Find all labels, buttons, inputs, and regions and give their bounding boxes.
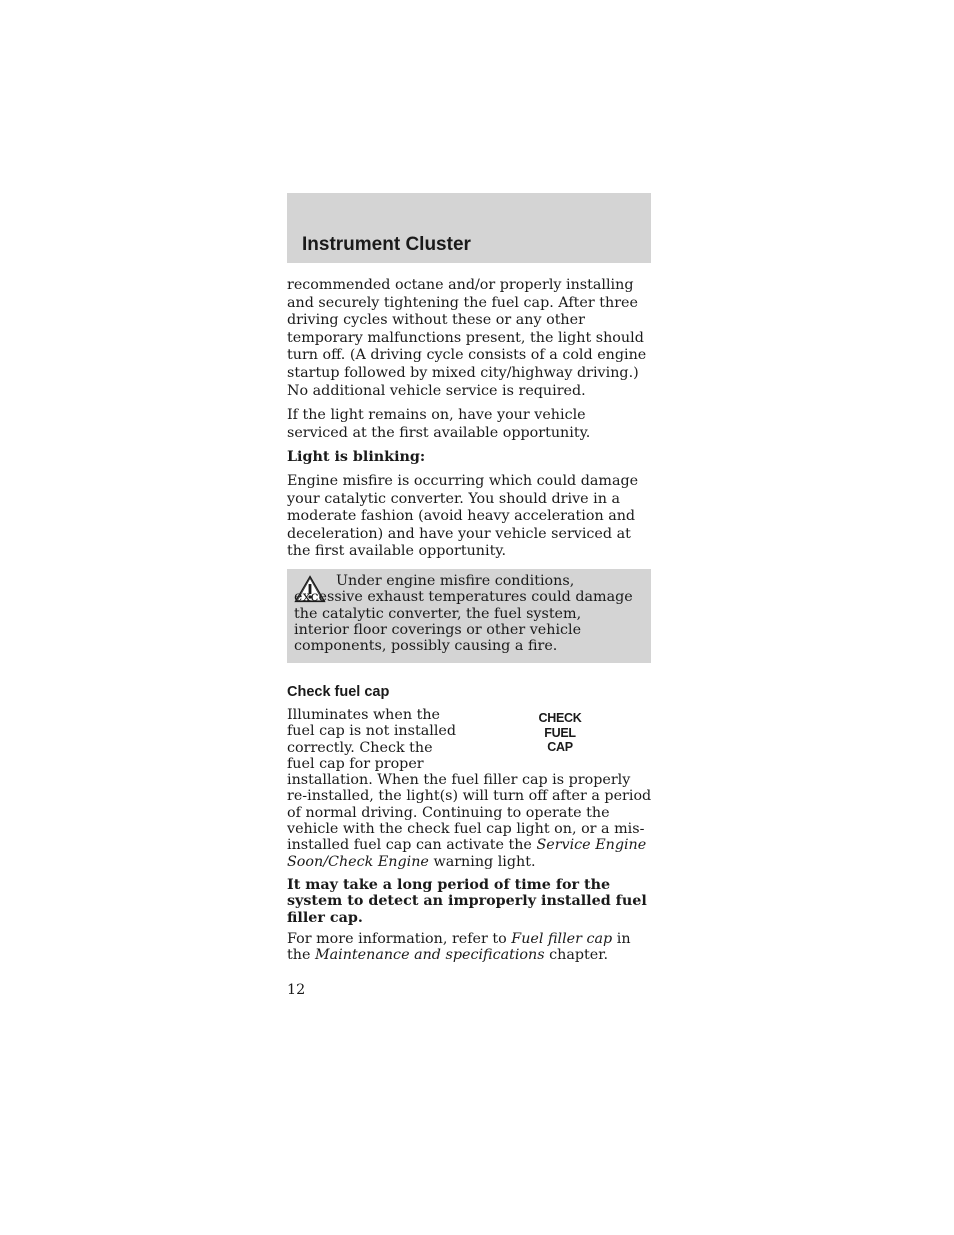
section-header-band xyxy=(287,193,651,263)
paragraph-engine-misfire: Engine misfire is occurring which could damage your catalytic converter. You should drive in a moderate fashion (avoid heavy acceleration and deceleration) and have your vehicle serviced at the first available opportunity. xyxy=(287,473,639,560)
check-fuel-cap-symbol xyxy=(530,711,590,755)
subheading-light-blinking: Light is blinking: xyxy=(287,449,426,465)
symbol-line-check: CHECK xyxy=(538,711,582,725)
bold-note: It may take a long period of time for the system to detect an improperly installed fuel filler cap. xyxy=(287,877,647,926)
check-fuel-cap-description xyxy=(287,707,653,870)
symbol-line-fuel: FUEL xyxy=(544,725,576,740)
check-fuel-cap-heading: Check fuel cap xyxy=(287,684,390,700)
page-number: 12 xyxy=(287,982,306,998)
more-info-suffix: chapter. xyxy=(544,947,609,964)
description-text-end: warning light. xyxy=(428,853,536,870)
section-title: Instrument Cluster xyxy=(302,234,471,255)
description-text-start: Illuminates when the fuel cap is not installed correctly. Check the fuel cap for proper installation. When the fuel filler cap is properly re-installed, the light(s) will turn off after a period of normal driving. Continuing to operate the vehicle with the check fuel cap light on, or a mis-installed fuel cap can activate the xyxy=(287,707,652,854)
more-info-paragraph xyxy=(287,931,651,964)
more-info-fuel-filler-cap: Fuel filler cap xyxy=(511,931,613,947)
paragraph-octane-fuel-cap: recommended octane and/or properly installing and securely tightening the fuel cap. After three driving cycles without these or any other temporary malfunctions present, the light should turn off. (A driving cycle consists of a cold engine startup followed by mixed city/highway driving.) No additional vehicle service is required. xyxy=(287,277,647,399)
warning-box xyxy=(287,569,651,663)
description-italic-warning-name: Service Engine Soon/Check Engine xyxy=(287,837,647,870)
symbol-line-cap: CAP xyxy=(547,740,573,754)
more-info-prefix: For more information, refer to xyxy=(287,931,512,947)
more-info-chapter-name: Maintenance and specifications xyxy=(314,947,545,964)
paragraph-light-remains-on: If the light remains on, have your vehicle serviced at the first available opportunity. xyxy=(287,407,591,441)
more-info-middle: in the xyxy=(287,931,631,964)
warning-text: Under engine misfire conditions, excessive exhaust temperatures could damage the catalytic converter, the fuel system, interior floor coverings or other vehicle components, possibly causing a fire. xyxy=(294,573,633,655)
